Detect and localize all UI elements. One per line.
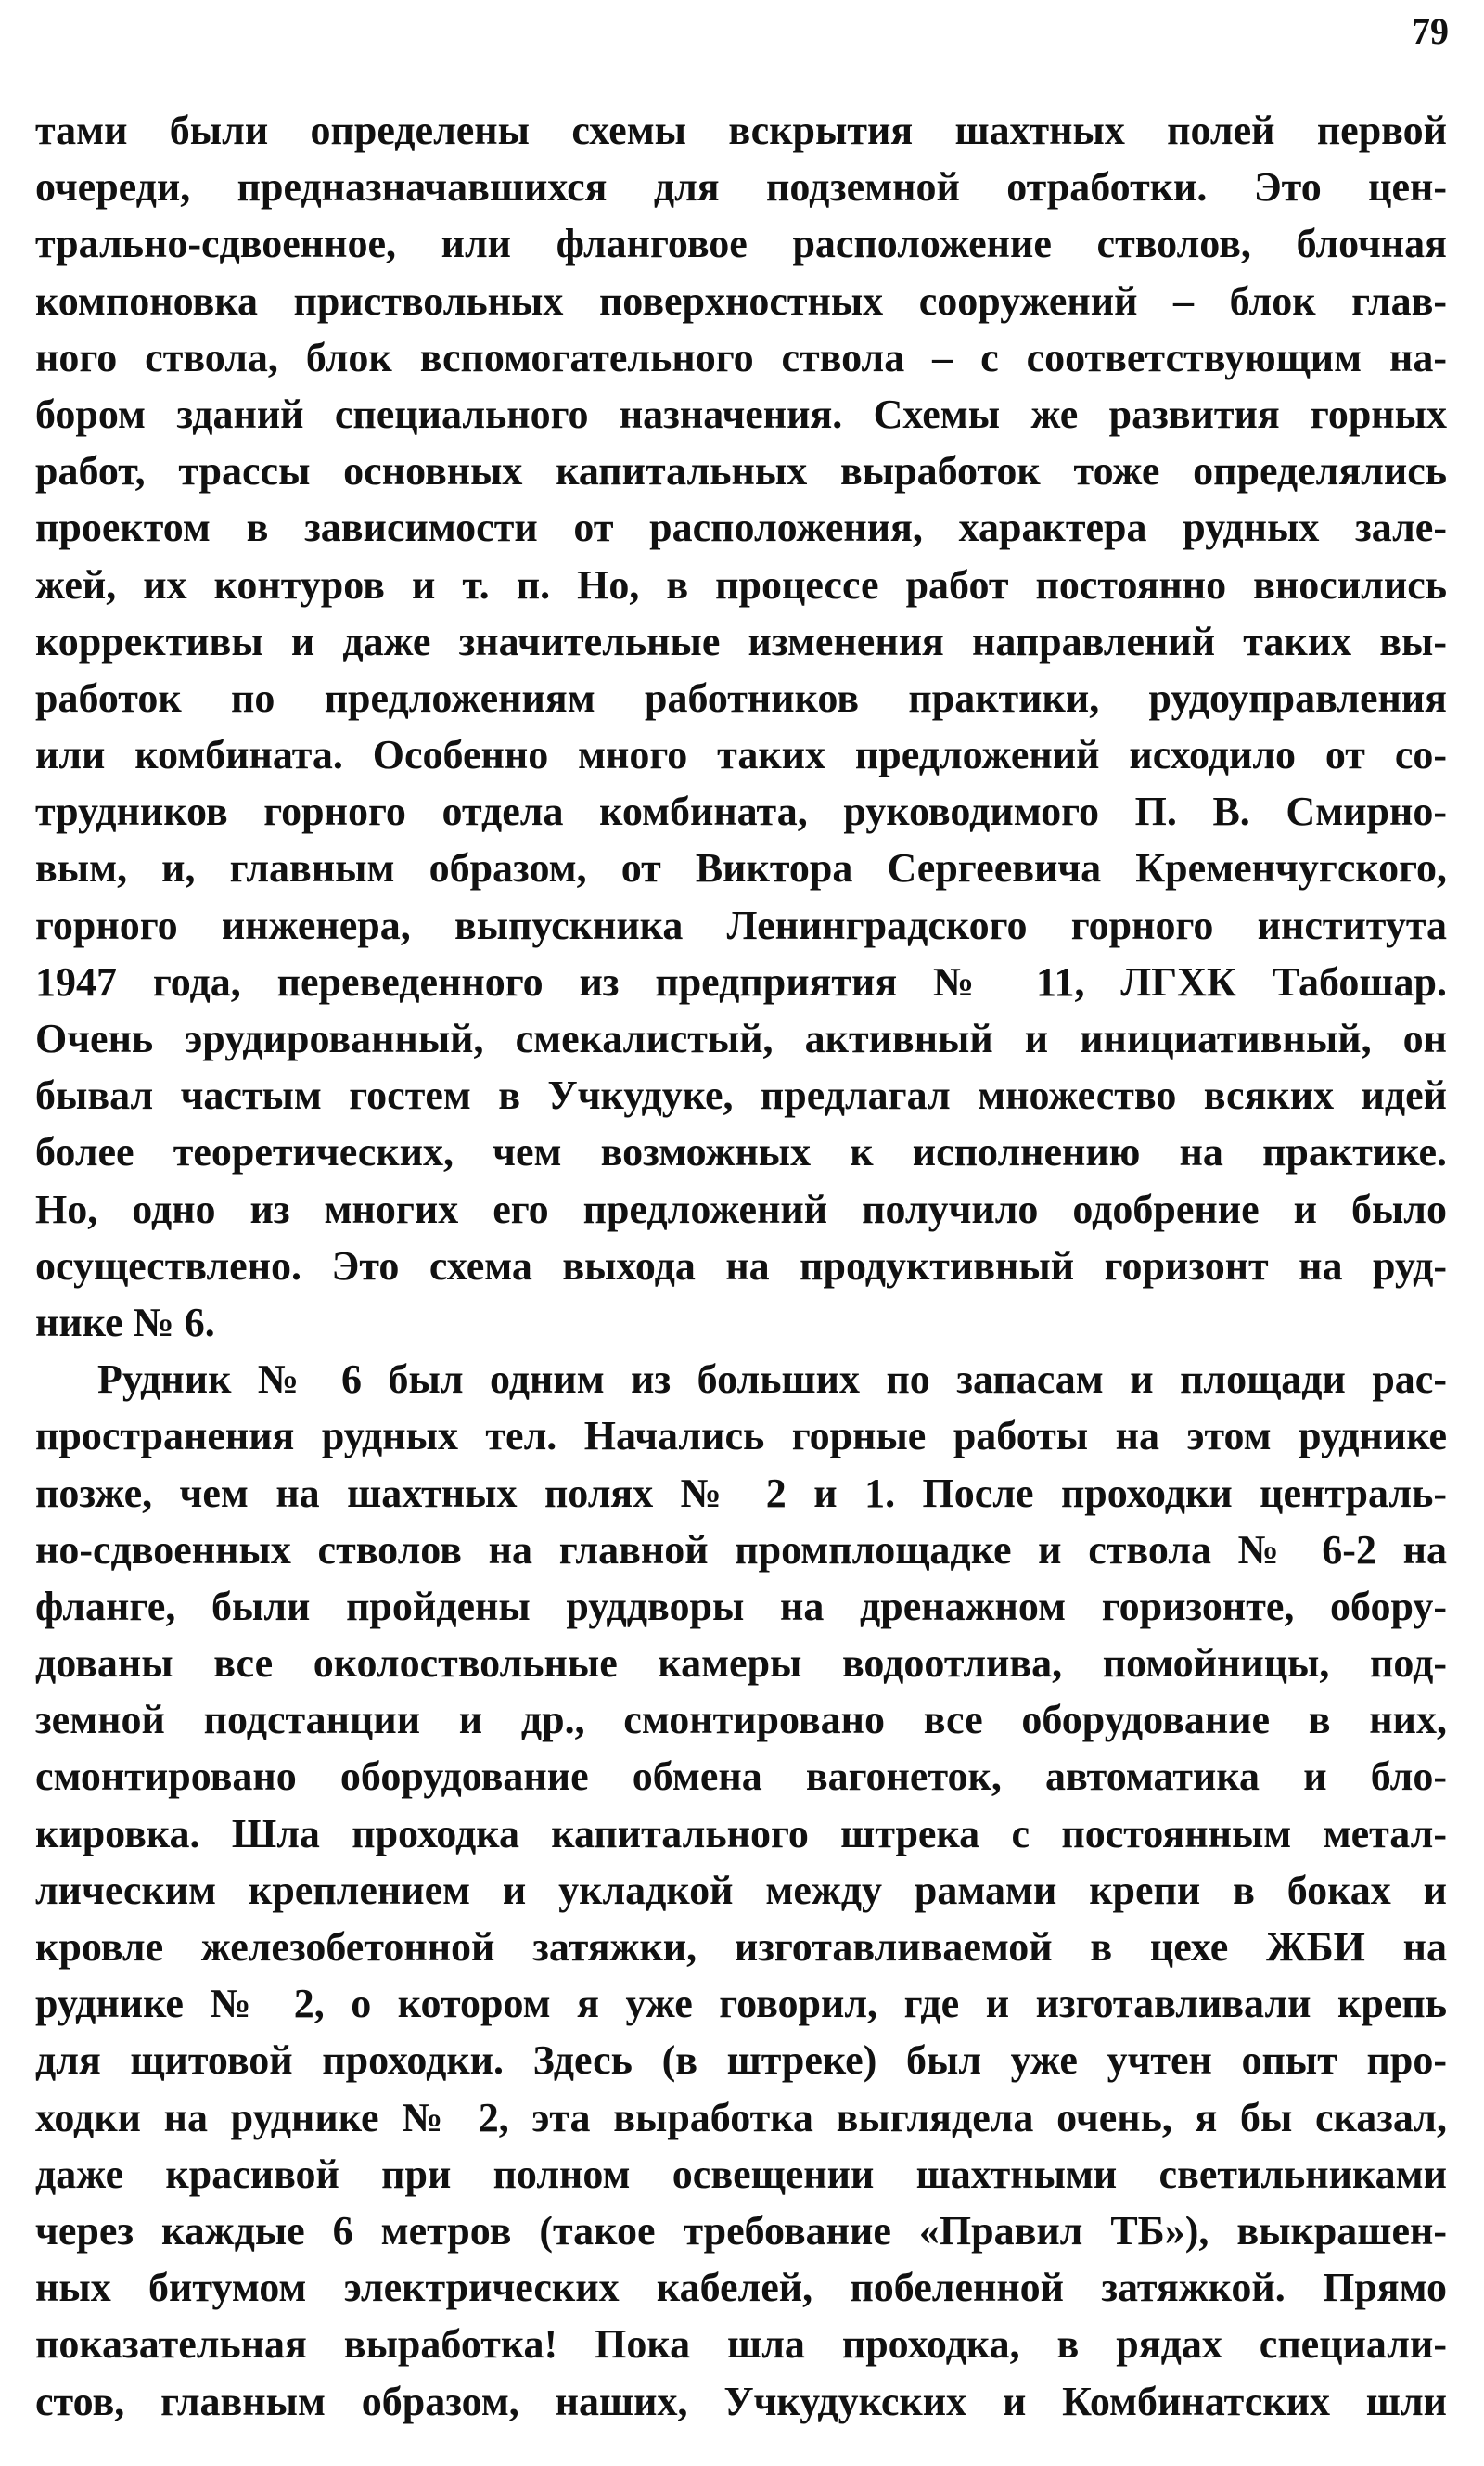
text-line: дованы все околоствольные камеры водоотлива, помойницы, под- (35, 1640, 1447, 1687)
text-line: компоновка приствольных поверхностных сооружений – блок глав- (35, 277, 1447, 324)
text-line: более теоретических, чем возможных к исполнению на практике. (35, 1129, 1447, 1175)
text-line: коррективы и даже значительные изменения направлений таких вы- (35, 618, 1447, 664)
text-line: показательная выработка! Пока шла проходка, в рядах специали- (35, 2321, 1447, 2368)
text-line: нике № 6. (35, 1299, 215, 1345)
text-line: жей, их контуров и т. п. Но, в процессе работ постоянно вносились (35, 561, 1447, 608)
text-line: стов, главным образом, наших, Учкудукских и Комбинатских шли (35, 2378, 1447, 2424)
text-line: ного ствола, блок вспомогательного ствола – с соответствующим на- (35, 334, 1447, 380)
text-line: даже красивой при полном освещении шахтными светильниками (35, 2151, 1447, 2197)
text-line: земной подстанции и др., смонтировано все оборудование в них, (35, 1697, 1447, 1743)
text-line: вым, и, главным образом, от Виктора Сергеевича Кременчугского, (35, 845, 1447, 892)
text-line: очереди, предназначавшихся для подземной отработки. Это цен- (35, 164, 1447, 211)
text-line: Но, одно из многих его предложений получило одобрение и было (35, 1186, 1447, 1232)
text-line: работок по предложениям работников практики, рудоуправления (35, 674, 1447, 721)
text-line: позже, чем на шахтных полях № 2 и 1. После проходки централь- (35, 1470, 1447, 1516)
text-line: лическим креплением и укладкой между рамами крепи в боках и (35, 1867, 1447, 1913)
text-line: 1947 года, переведенного из предприятия № 11, ЛГХК Табошар. (35, 958, 1447, 1005)
text-line: ных битумом электрических кабелей, побеленной затяжкой. Прямо (35, 2265, 1447, 2311)
text-line: руднике № 2, о котором я уже говорил, где и изготавливали крепь (35, 1981, 1447, 2027)
text-line: через каждые 6 метров (такое требование «Правил ТБ»), выкрашен- (35, 2207, 1447, 2254)
text-line: Очень эрудированный, смекалистый, активный и инициативный, он (35, 1016, 1447, 1061)
text-line: проектом в зависимости от расположения, характера рудных зале- (35, 505, 1447, 551)
text-line: но-сдвоенных стволов на главной промплощадке и ствола № 6-2 на (35, 1526, 1447, 1573)
text-line: работ, трассы основных капитальных выработок тоже определялись (35, 448, 1447, 494)
page-number: 79 (1412, 10, 1449, 52)
text-line: или комбината. Особенно много таких предложений исходило от со- (35, 732, 1447, 778)
text-line: кровле железобетонной затяжки, изготавливаемой в цехе ЖБИ на (35, 1924, 1447, 1970)
text-line: фланге, были пройдены руддворы на дренажном горизонте, обору- (35, 1583, 1447, 1629)
text-line: для щитовой проходки. Здесь (в штреке) был уже учтен опыт про- (35, 2037, 1447, 2084)
text-line: горного инженера, выпускника Ленинградского горного института (35, 902, 1447, 948)
text-line: пространения рудных тел. Начались горные работы на этом руднике (35, 1413, 1447, 1459)
text-line: осуществлено. Это схема выхода на продуктивный горизонт на руд- (35, 1242, 1447, 1289)
text-line: смонтировано оборудование обмена вагонеток, автоматика и бло- (35, 1753, 1447, 1800)
text-line: Рудник № 6 был одним из больших по запасам и площади рас- (97, 1356, 1447, 1403)
text-line: ходки на руднике № 2, эта выработка выглядела очень, я бы сказал, (35, 2094, 1447, 2140)
text-line: кировка. Шла проходка капитального штрека с постоянным метал- (35, 1810, 1447, 1856)
body-text (35, 102, 1447, 2430)
text-line: бором зданий специального назначения. Схемы же развития горных (35, 391, 1447, 437)
text-line: бывал частым гостем в Учкудуке, предлагал множество всяких идей (35, 1072, 1447, 1119)
text-line: трудников горного отдела комбината, руководимого П. В. Смирно- (35, 789, 1447, 835)
text-line: тами были определены схемы вскрытия шахтных полей первой (35, 108, 1447, 153)
text-line: трально-сдвоенное, или фланговое расположение стволов, блочная (35, 221, 1447, 267)
